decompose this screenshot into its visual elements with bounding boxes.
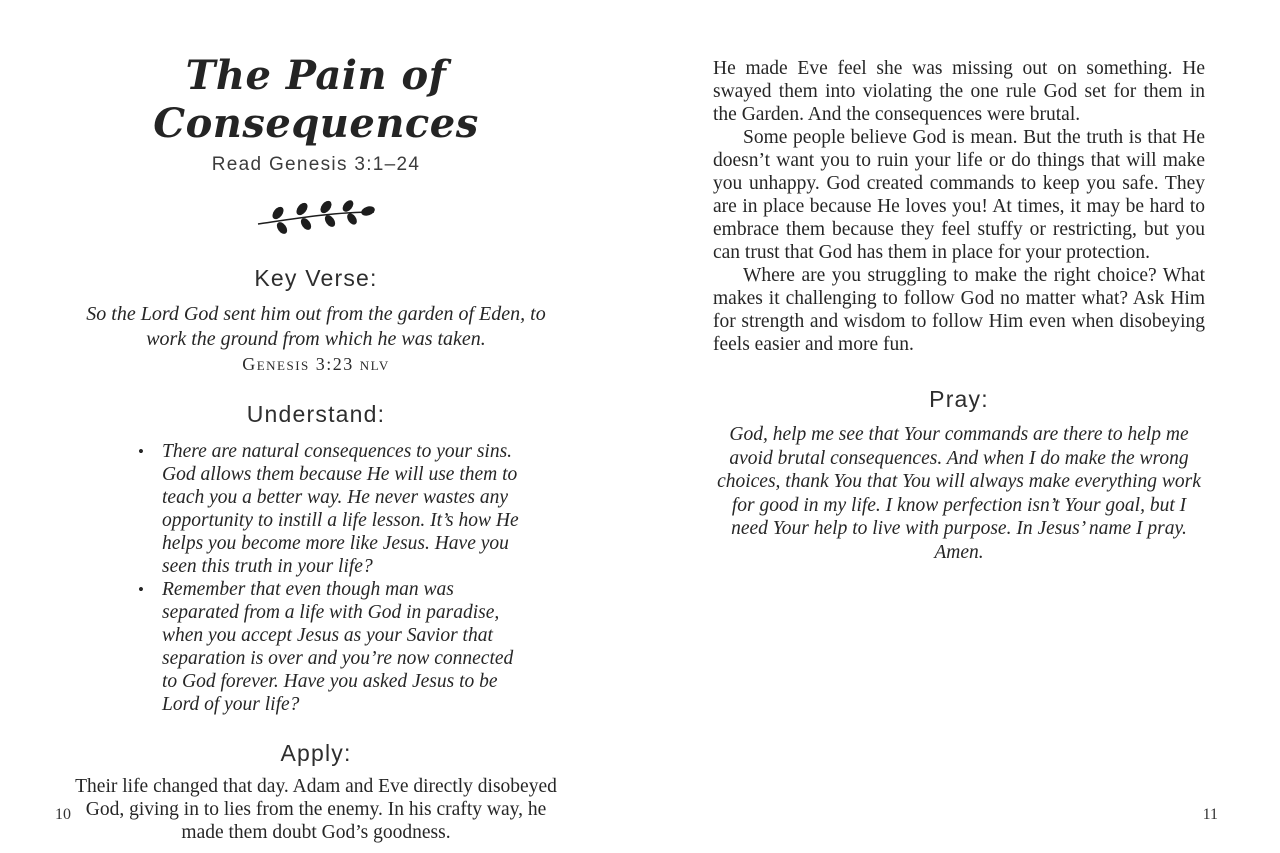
bullet-icon: • xyxy=(138,580,144,599)
pray-heading: Pray: xyxy=(929,386,989,412)
page-right xyxy=(713,0,1205,853)
apply-heading: Apply: xyxy=(280,740,352,766)
leaf-branch-icon xyxy=(256,200,376,234)
pray-text: God, help me see that Your commands are there to help me avoid brutal consequences. And when I do make the wrong choices, thank You that You will always make everything work for good in my life. I know perfection isn’t Your goal, but I need Your help to live with purpose. In Jesus’ name I pray. Amen. xyxy=(717,424,1201,563)
key-verse-heading: Key Verse: xyxy=(254,265,378,291)
ornament-container xyxy=(60,200,572,239)
understand-bullet-list xyxy=(138,440,524,716)
page-left xyxy=(60,0,572,853)
chapter-title: The Pain of Consequences xyxy=(153,52,479,147)
key-verse-reference: Genesis 3:23 nlv xyxy=(242,354,390,374)
bullet-text: Remember that even though man was separated from a life with God in paradise, when you accept Jesus as your Savior that separation is over and you’re now connected to God forever. Have you asked Jesus to be Lord of your life? xyxy=(162,579,514,715)
page-number-left: 10 xyxy=(55,806,71,823)
body-paragraph: Where are you struggling to make the right choice? What makes it challenging to follow God no matter what? Ask Him for strength and wisdom to follow Him even when disobeying feels easier and more fun. xyxy=(713,265,1205,355)
page-number-right: 11 xyxy=(1202,806,1218,823)
apply-text: Their life changed that day. Adam and Eve directly disobeyed God, giving in to lies from the enemy. In his crafty way, he made them doubt God’s goodness. xyxy=(75,776,557,843)
list-item xyxy=(138,440,524,578)
bullet-text: There are natural consequences to your sins. God allows them because He will use them to teach you a better way. He never wastes any opportunity to instill a life lesson. It’s how He helps you become more like Jesus. Have you seen this truth in your life? xyxy=(162,441,519,577)
bullet-icon: • xyxy=(138,442,144,461)
body-paragraph: Some people believe God is mean. But the truth is that He doesn’t want you to ruin your life or do things that will make you unhappy. God created commands to keep you safe. They are in place because He loves you! At times, it may be hard to embrace them because they feel stuffy or restricting, but you can trust that God has them in place for your protection. xyxy=(713,127,1205,263)
body-copy xyxy=(713,57,1205,356)
list-item xyxy=(138,578,524,716)
understand-heading: Understand: xyxy=(246,401,386,427)
key-verse-text: So the Lord God sent him out from the garden of Eden, to work the ground from which he was taken. xyxy=(86,303,546,350)
reading-reference: Read Genesis 3:1–24 xyxy=(211,154,421,175)
body-paragraph: He made Eve feel she was missing out on something. He swayed them into violating the one rule God set for them in the Garden. And the consequences were brutal. xyxy=(713,58,1205,125)
